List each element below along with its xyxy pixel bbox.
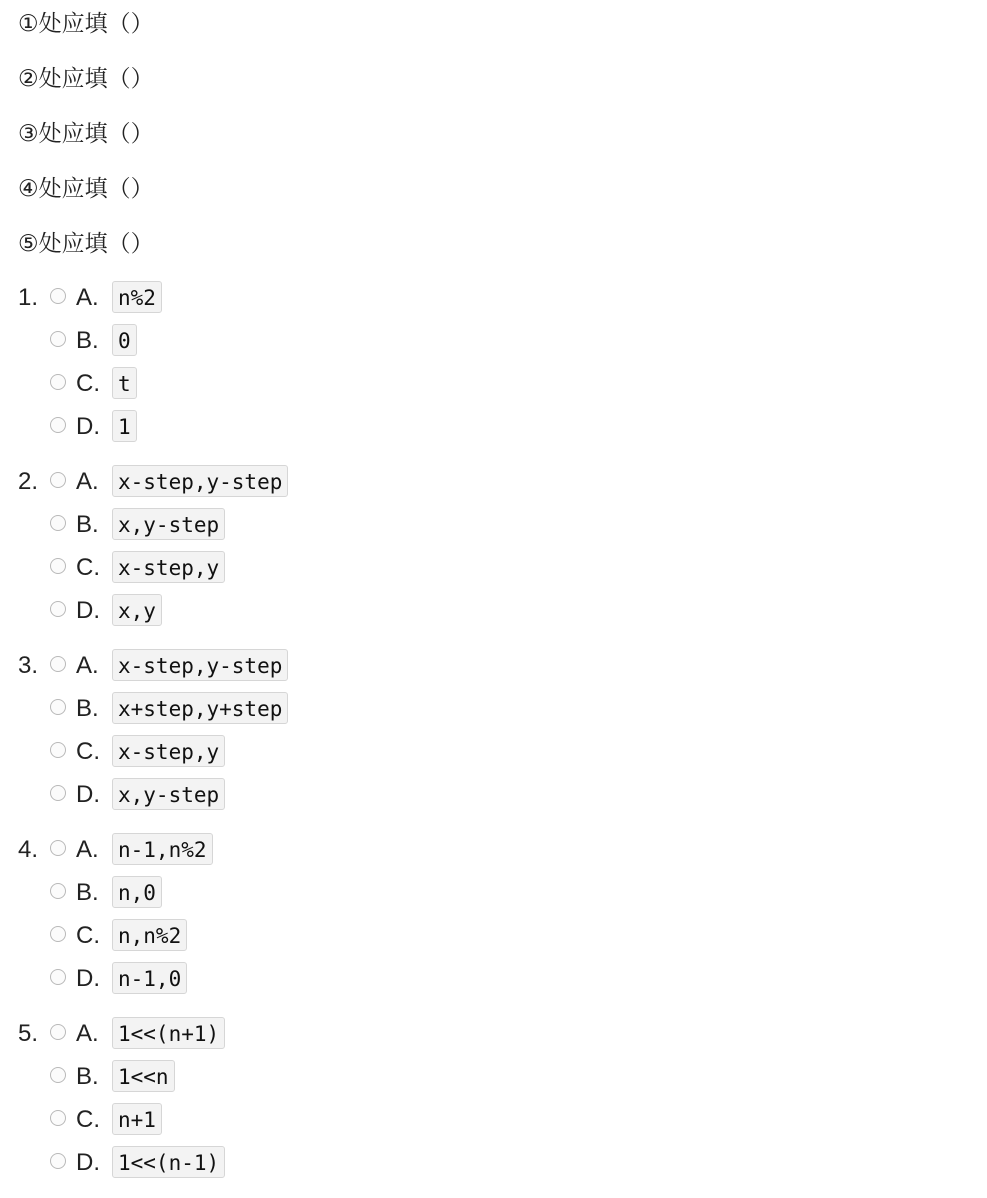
option-code: x+step,y+step [112, 692, 288, 724]
prompt-5: ⑤处应填（） [18, 231, 154, 257]
option-code: 1 [112, 410, 137, 442]
option-d[interactable] [50, 1145, 750, 1181]
option-letter: C. [76, 370, 100, 397]
option-code: x-step,y [112, 735, 225, 767]
radio-button[interactable] [50, 374, 66, 390]
option-letter: C. [76, 554, 100, 581]
option-a[interactable] [50, 464, 750, 500]
option-d[interactable] [50, 593, 750, 629]
radio-button[interactable] [50, 1153, 66, 1169]
question-number: 3. [18, 652, 39, 679]
option-a[interactable] [50, 1016, 750, 1052]
option-code: n+1 [112, 1103, 162, 1135]
option-letter: A. [76, 1020, 99, 1047]
option-a[interactable] [50, 832, 750, 868]
option-d[interactable] [50, 777, 750, 813]
radio-button[interactable] [50, 331, 66, 347]
option-c[interactable] [50, 734, 750, 770]
prompt-3: ③处应填（） [18, 121, 154, 147]
radio-button[interactable] [50, 1067, 66, 1083]
prompt-2: ②处应填（） [18, 66, 154, 92]
option-code: 0 [112, 324, 137, 356]
option-d[interactable] [50, 961, 750, 997]
option-c[interactable] [50, 918, 750, 954]
option-code: n-1,n%2 [112, 833, 213, 865]
radio-button[interactable] [50, 288, 66, 304]
radio-button[interactable] [50, 742, 66, 758]
option-a[interactable] [50, 648, 750, 684]
radio-button[interactable] [50, 969, 66, 985]
option-code: x-step,y [112, 551, 225, 583]
radio-button[interactable] [50, 699, 66, 715]
radio-button[interactable] [50, 883, 66, 899]
option-b[interactable] [50, 323, 750, 359]
option-letter: A. [76, 284, 99, 311]
radio-button[interactable] [50, 472, 66, 488]
option-letter: A. [76, 652, 99, 679]
option-c[interactable] [50, 1102, 750, 1138]
option-code: x-step,y-step [112, 649, 288, 681]
option-letter: D. [76, 781, 100, 808]
prompt-4: ④处应填（） [18, 176, 154, 202]
option-b[interactable] [50, 875, 750, 911]
option-letter: D. [76, 1149, 100, 1176]
option-c[interactable] [50, 550, 750, 586]
option-code: 1<<(n-1) [112, 1146, 225, 1178]
option-code: x,y-step [112, 508, 225, 540]
radio-button[interactable] [50, 926, 66, 942]
option-code: x,y [112, 594, 162, 626]
option-d[interactable] [50, 409, 750, 445]
option-code: n-1,0 [112, 962, 187, 994]
radio-button[interactable] [50, 656, 66, 672]
option-letter: C. [76, 922, 100, 949]
prompt-1: ①处应填（） [18, 11, 154, 37]
option-code: n,0 [112, 876, 162, 908]
option-code: t [112, 367, 137, 399]
option-code: 1<<n [112, 1060, 175, 1092]
question-number: 4. [18, 836, 39, 863]
option-a[interactable] [50, 280, 750, 316]
option-code: n%2 [112, 281, 162, 313]
option-b[interactable] [50, 507, 750, 543]
radio-button[interactable] [50, 515, 66, 531]
option-letter: C. [76, 1106, 100, 1133]
option-c[interactable] [50, 366, 750, 402]
radio-button[interactable] [50, 840, 66, 856]
question-number: 5. [18, 1020, 39, 1047]
option-letter: D. [76, 965, 100, 992]
radio-button[interactable] [50, 417, 66, 433]
option-letter: C. [76, 738, 100, 765]
radio-button[interactable] [50, 1110, 66, 1126]
option-letter: B. [76, 695, 99, 722]
option-b[interactable] [50, 691, 750, 727]
radio-button[interactable] [50, 785, 66, 801]
question-number: 2. [18, 468, 39, 495]
question-number: 1. [18, 284, 39, 311]
option-letter: A. [76, 836, 99, 863]
option-letter: B. [76, 1063, 99, 1090]
option-code: x-step,y-step [112, 465, 288, 497]
option-code: x,y-step [112, 778, 225, 810]
option-b[interactable] [50, 1059, 750, 1095]
option-letter: D. [76, 413, 100, 440]
option-letter: A. [76, 468, 99, 495]
radio-button[interactable] [50, 1024, 66, 1040]
option-code: n,n%2 [112, 919, 187, 951]
option-letter: B. [76, 511, 99, 538]
radio-button[interactable] [50, 558, 66, 574]
option-letter: B. [76, 879, 99, 906]
radio-button[interactable] [50, 601, 66, 617]
option-letter: B. [76, 327, 99, 354]
option-letter: D. [76, 597, 100, 624]
option-code: 1<<(n+1) [112, 1017, 225, 1049]
